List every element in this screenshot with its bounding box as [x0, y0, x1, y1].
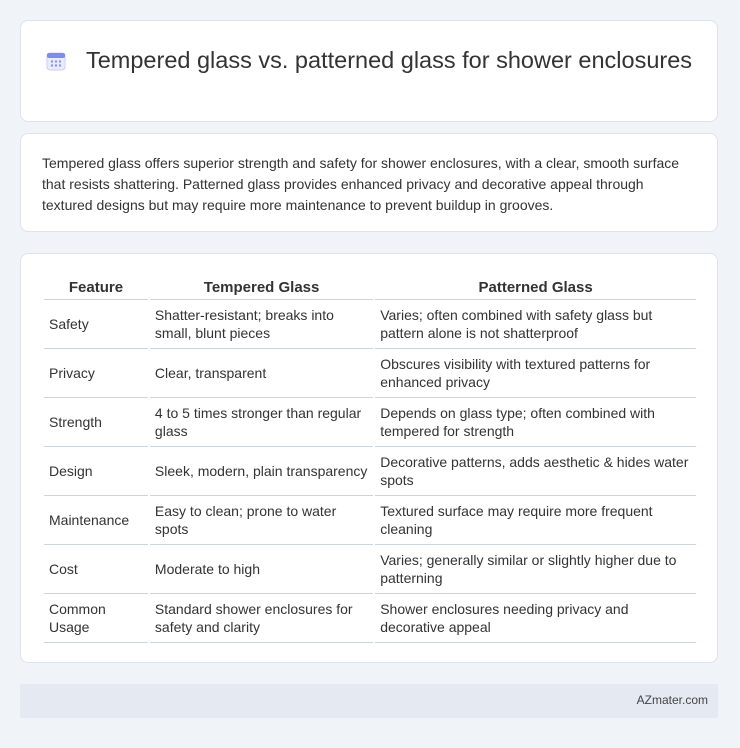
table-row — [44, 496, 696, 545]
patterned-cell: Shower enclosures needing privacy and decorative appeal — [375, 594, 696, 643]
table-row — [44, 545, 696, 594]
table-row — [44, 594, 696, 643]
patterned-cell: Varies; often combined with safety glass but pattern alone is not shatterproof — [375, 300, 696, 349]
tempered-cell: Clear, transparent — [150, 349, 373, 398]
header-patterned-glass: Patterned Glass — [375, 275, 696, 300]
header-tempered-glass: Tempered Glass — [150, 275, 373, 300]
footer-brand: AZmater.com — [636, 693, 708, 707]
footer-bar — [20, 684, 718, 718]
table-row — [44, 300, 696, 349]
comparison-table — [42, 275, 698, 643]
tempered-cell: 4 to 5 times stronger than regular glass — [150, 398, 373, 447]
table-row — [44, 398, 696, 447]
feature-cell: Maintenance — [44, 496, 148, 545]
title-card — [20, 20, 718, 122]
header-feature: Feature — [44, 275, 148, 300]
feature-cell: Privacy — [44, 349, 148, 398]
calendar-icon — [46, 51, 66, 71]
patterned-cell: Decorative patterns, adds aesthetic & hides water spots — [375, 447, 696, 496]
tempered-cell: Sleek, modern, plain transparency — [150, 447, 373, 496]
page-title: Tempered glass vs. patterned glass for shower enclosures — [85, 47, 693, 73]
feature-cell: Safety — [44, 300, 148, 349]
page-title-wrap — [21, 45, 717, 75]
patterned-cell: Obscures visibility with textured patterns for enhanced privacy — [375, 349, 696, 398]
feature-cell: Strength — [44, 398, 148, 447]
tempered-cell: Easy to clean; prone to water spots — [150, 496, 373, 545]
table-row — [44, 349, 696, 398]
feature-cell: Cost — [44, 545, 148, 594]
summary-card — [20, 133, 718, 232]
patterned-cell: Depends on glass type; often combined with tempered for strength — [375, 398, 696, 447]
tempered-cell: Moderate to high — [150, 545, 373, 594]
tempered-cell: Shatter-resistant; breaks into small, blunt pieces — [150, 300, 373, 349]
tempered-cell: Standard shower enclosures for safety and clarity — [150, 594, 373, 643]
feature-cell: Design — [44, 447, 148, 496]
feature-cell: Common Usage — [44, 594, 148, 643]
patterned-cell: Varies; generally similar or slightly higher due to patterning — [375, 545, 696, 594]
table-header-row — [44, 275, 696, 300]
summary-text: Tempered glass offers superior strength and safety for shower enclosures, with a clear, smooth surface that resists shattering. Patterned glass provides enhanced privacy and decorative appeal through textured designs but may require more maintenance to prevent buildup in grooves. — [42, 155, 680, 213]
patterned-cell: Textured surface may require more frequent cleaning — [375, 496, 696, 545]
table-row — [44, 447, 696, 496]
table-card — [20, 253, 718, 663]
